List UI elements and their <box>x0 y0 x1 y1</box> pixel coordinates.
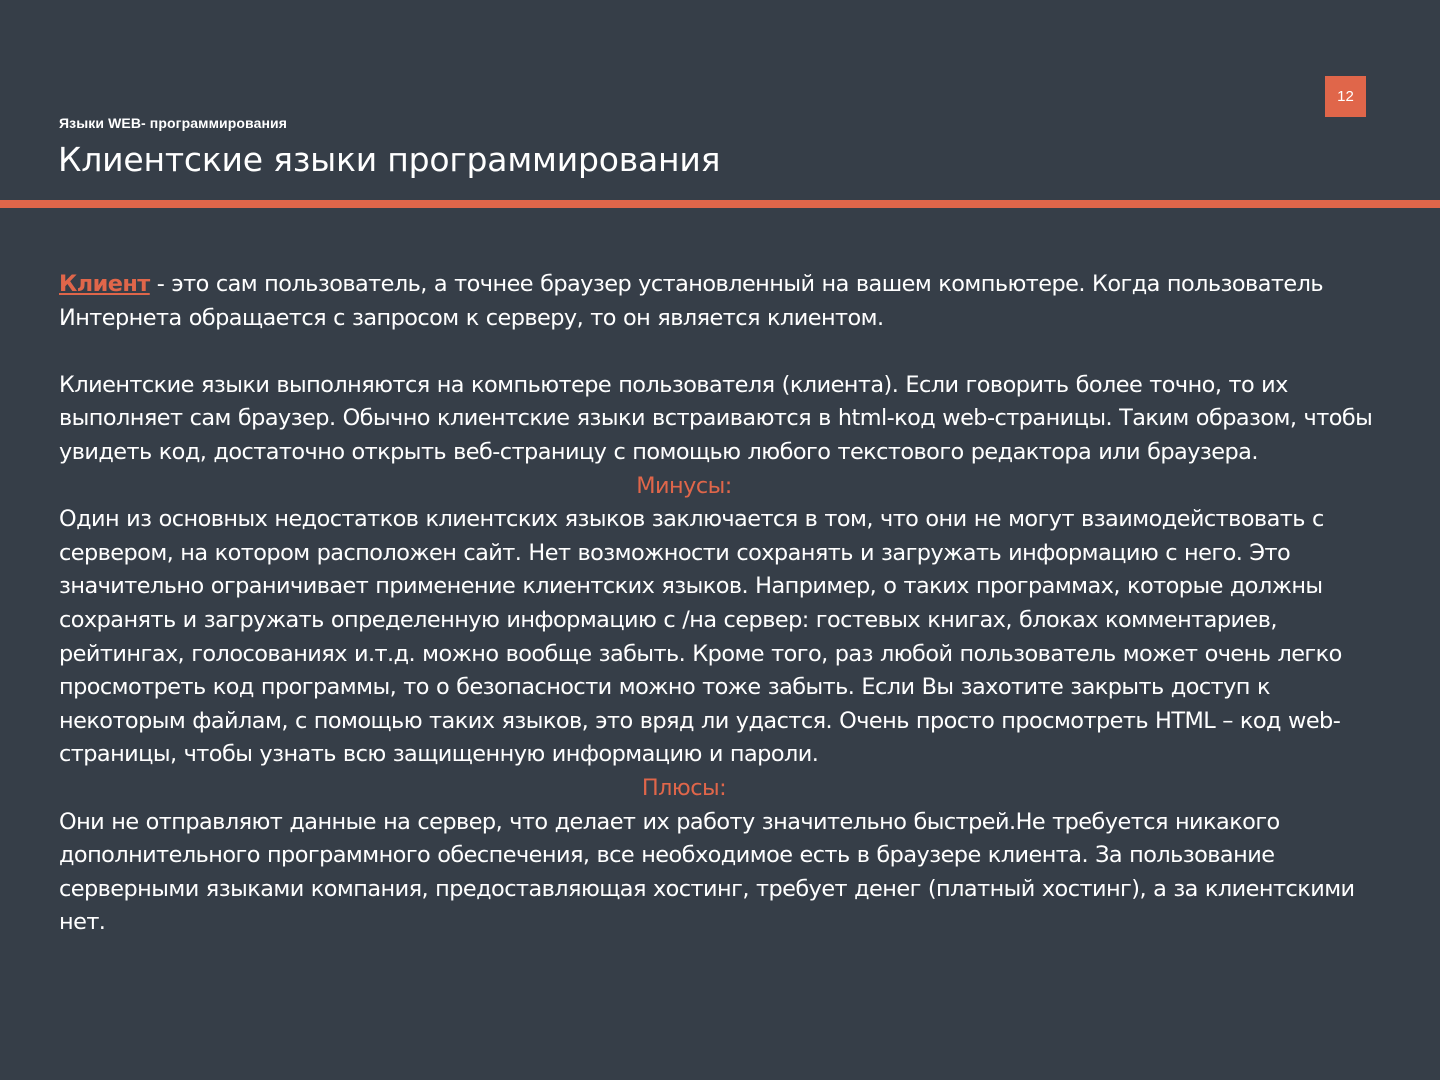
cons-paragraph: Один из основных недостатков клиентских языков заключается в том, что они не могут взаимодействовать с сервером, на котором расположен сайт. Нет возможности сохранять и загружать информацию с него. Это значительно ограничивает применение клиентских языков. Например, о таких программах, которые должны сохранять и загружать определенную информацию с /на сервер: гостевых книгах, блоках комментариев, рейтингах, голосованиях и.т.д. можно вообще забыть. Кроме того, раз любой пользователь может очень легко просмотреть код программы, то о безопасности можно тоже забыть. Если Вы захотите закрыть доступ к некоторым файлам, с помощью таких языков, это вряд ли удастся. Очень просто просмотреть HTML – код web-страницы, чтобы узнать всю защищенную информацию и пароли. <box>59 506 1342 768</box>
term-client: Клиент <box>59 271 150 297</box>
slide-number-badge: 12 <box>1325 76 1366 117</box>
slide-body <box>59 268 1379 940</box>
pros-paragraph: Они не отправляют данные на сервер, что делает их работу значительно быстрей.Не требуется никакого дополнительного программного обеспечения, все необходимое есть в браузере клиента. За пользование серверными языками компания, предоставляющая хостинг, требует денег (платный хостинг), а за клиентскими нет. <box>59 808 1355 936</box>
intro-paragraph <box>59 268 1379 335</box>
intro-text: - это сам пользователь, а точнее браузер установленный на вашем компьютере. Когда пользователь Интернета обращается с запросом к серверу, то он является клиентом. <box>59 271 1323 331</box>
slide-subtitle: Языки WEB- программирования <box>59 115 287 131</box>
paragraph-spacer <box>59 335 1379 369</box>
description-paragraph: Клиентские языки выполняются на компьютере пользователя (клиента). Если говорить более точно, то их выполняет сам браузер. Обычно клиентские языки встраиваются в html-код web-страницы. Таким образом, чтобы увидеть код, достаточно открыть веб-страницу с помощью любого текстового редактора или браузера. <box>59 371 1373 465</box>
slide-title: Клиентские языки программирования <box>58 140 721 179</box>
pros-heading: Плюсы: <box>641 774 727 801</box>
cons-heading: Минусы: <box>636 472 732 499</box>
title-divider <box>0 200 1440 208</box>
